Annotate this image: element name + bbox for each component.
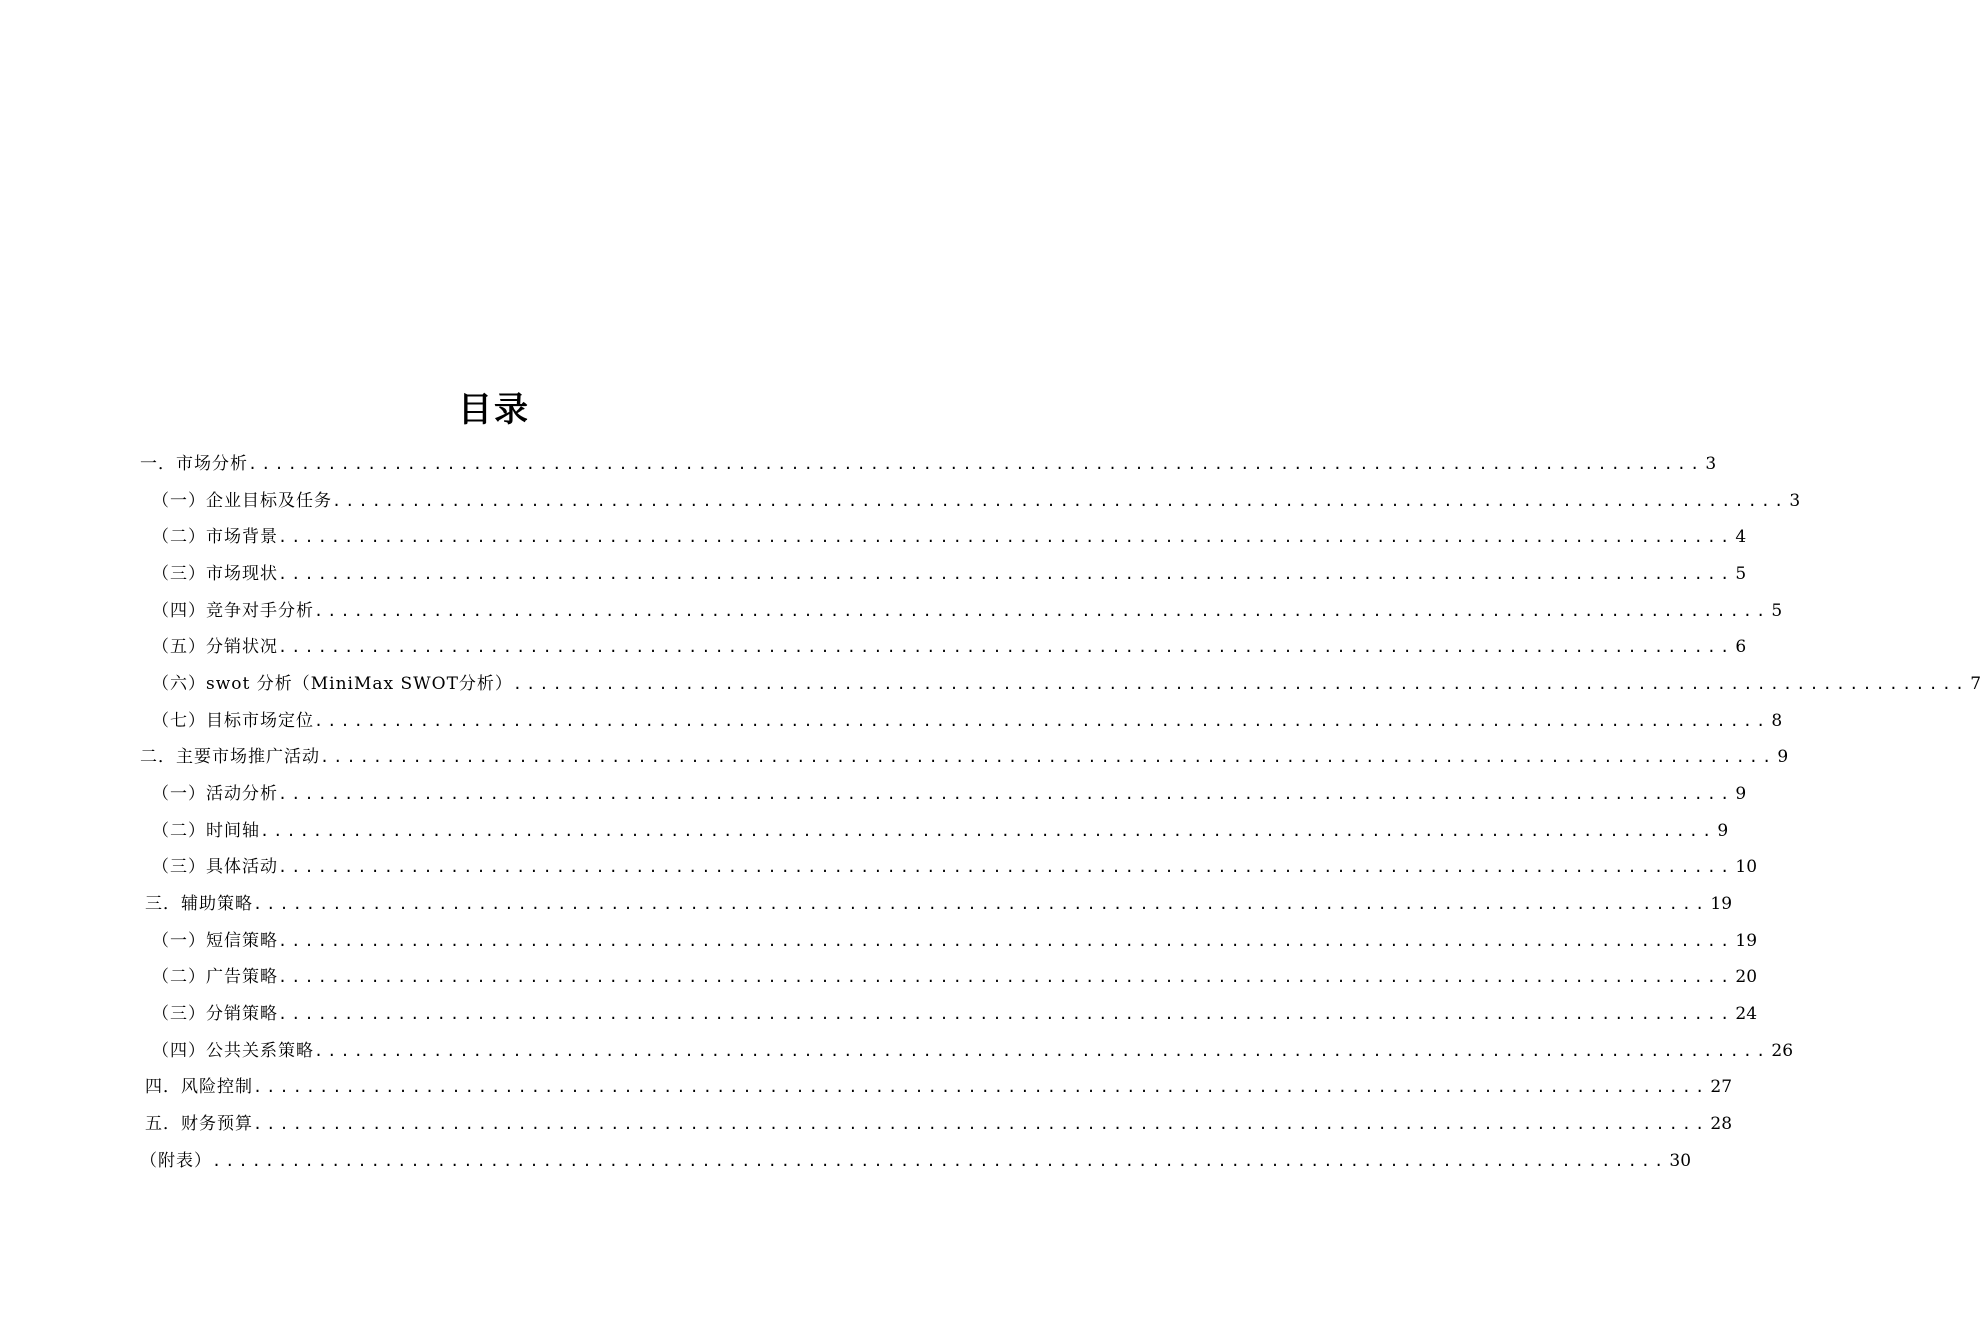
toc-entry-page: 6: [1735, 637, 1747, 657]
toc-entry-text: （一）活动分析: [152, 784, 278, 804]
toc-leader: ..............................................................................................................: [314, 712, 1770, 730]
toc-entry[interactable]: [140, 1143, 1692, 1179]
toc-entry-text: （五）分销状况: [152, 637, 278, 657]
toc-leader: ..............................................................................................................: [278, 785, 1734, 803]
toc-entry[interactable]: [152, 666, 1981, 702]
toc-leader: ..............................................................................................................: [278, 528, 1734, 546]
toc-entry-text: 五．财务预算: [145, 1114, 253, 1134]
toc-entry-text: 二．主要市场推广活动: [140, 747, 320, 767]
toc-leader: ..............................................................................................................: [314, 602, 1770, 620]
toc-entry[interactable]: [152, 813, 1729, 849]
toc-entry-text: 一．市场分析: [140, 454, 248, 474]
toc-leader: ..............................................................................................................: [512, 675, 1969, 693]
toc-entry-page: 9: [1735, 784, 1747, 804]
toc-leader: ..............................................................................................................: [253, 1115, 1709, 1133]
toc-entry[interactable]: [152, 776, 1747, 812]
toc-entry-text: （三）具体活动: [152, 857, 278, 877]
toc-entry[interactable]: [140, 739, 1789, 775]
toc-entry-text: （二）广告策略: [152, 967, 278, 987]
toc-entry[interactable]: [152, 593, 1783, 629]
toc-entry-page: 30: [1669, 1151, 1692, 1171]
toc-entry-page: 19: [1735, 931, 1758, 951]
toc-leader: ..............................................................................................................: [253, 1078, 1709, 1096]
toc-entry[interactable]: [152, 1033, 1794, 1069]
toc-title: 目录: [458, 390, 530, 430]
toc-entry-text: （三）分销策略: [152, 1004, 278, 1024]
toc-leader: ..............................................................................................................: [278, 968, 1734, 986]
toc-entry-text: （二）市场背景: [152, 527, 278, 547]
toc-leader: ..............................................................................................................: [332, 492, 1788, 510]
toc-entry-page: 5: [1735, 564, 1747, 584]
toc-entry-page: 19: [1710, 894, 1733, 914]
toc-entry[interactable]: [152, 483, 1801, 519]
toc-leader: ..............................................................................................................: [320, 748, 1776, 766]
toc-entry[interactable]: [152, 923, 1758, 959]
toc-entry[interactable]: [152, 996, 1758, 1032]
toc-entry-text: 三．辅助策略: [145, 894, 253, 914]
toc-leader: ..............................................................................................................: [278, 565, 1734, 583]
toc-leader: ..............................................................................................................: [278, 1005, 1734, 1023]
toc-entry-page: 24: [1735, 1004, 1758, 1024]
toc-entry[interactable]: [152, 959, 1758, 995]
toc-entry[interactable]: [152, 849, 1758, 885]
toc-entry-text: （四）公共关系策略: [152, 1041, 314, 1061]
toc-entry[interactable]: [140, 446, 1717, 482]
toc-leader: ..............................................................................................................: [248, 455, 1704, 473]
toc-entry-page: 26: [1771, 1041, 1794, 1061]
toc-entry-text: （附表）: [140, 1151, 212, 1171]
toc-entry-text: 四．风险控制: [145, 1077, 253, 1097]
toc-entry[interactable]: [152, 519, 1747, 555]
toc-entry-page: 28: [1710, 1114, 1733, 1134]
toc-leader: ..............................................................................................................: [253, 895, 1709, 913]
toc-entry-page: 7: [1970, 674, 1981, 694]
toc-entry-text: （一）企业目标及任务: [152, 491, 332, 511]
toc-entry[interactable]: [152, 556, 1747, 592]
toc-entry[interactable]: [152, 629, 1747, 665]
toc-leader: ..............................................................................................................: [278, 932, 1734, 950]
toc-leader: ..............................................................................................................: [278, 638, 1734, 656]
toc-leader: ..............................................................................................................: [212, 1152, 1668, 1170]
toc-leader: ..............................................................................................................: [314, 1042, 1770, 1060]
toc-entry-text: （二）时间轴: [152, 821, 260, 841]
toc-entry-page: 3: [1789, 491, 1801, 511]
toc-leader: ..............................................................................................................: [278, 858, 1734, 876]
toc-entry-page: 5: [1771, 601, 1783, 621]
toc-entry-text: （六）swot 分析（MiniMax SWOT分析）: [152, 674, 513, 694]
toc-entry-page: 20: [1735, 967, 1758, 987]
toc-entry-text: （四）竞争对手分析: [152, 601, 314, 621]
toc-entry-page: 3: [1705, 454, 1717, 474]
toc-entry-page: 10: [1735, 857, 1758, 877]
toc-entry-page: 4: [1735, 527, 1747, 547]
toc-entry-text: （七）目标市场定位: [152, 711, 314, 731]
toc-entry-page: 27: [1710, 1077, 1733, 1097]
toc-entry[interactable]: [145, 886, 1733, 922]
toc-entry-page: 9: [1717, 821, 1729, 841]
toc-entry-text: （三）市场现状: [152, 564, 278, 584]
toc-entry-page: 8: [1771, 711, 1783, 731]
toc-entry[interactable]: [152, 703, 1783, 739]
toc-entry[interactable]: [145, 1106, 1733, 1142]
toc-entry-page: 9: [1777, 747, 1789, 767]
toc-leader: ..............................................................................................................: [260, 822, 1716, 840]
toc-entry[interactable]: [145, 1069, 1733, 1105]
toc-entry-text: （一）短信策略: [152, 931, 278, 951]
